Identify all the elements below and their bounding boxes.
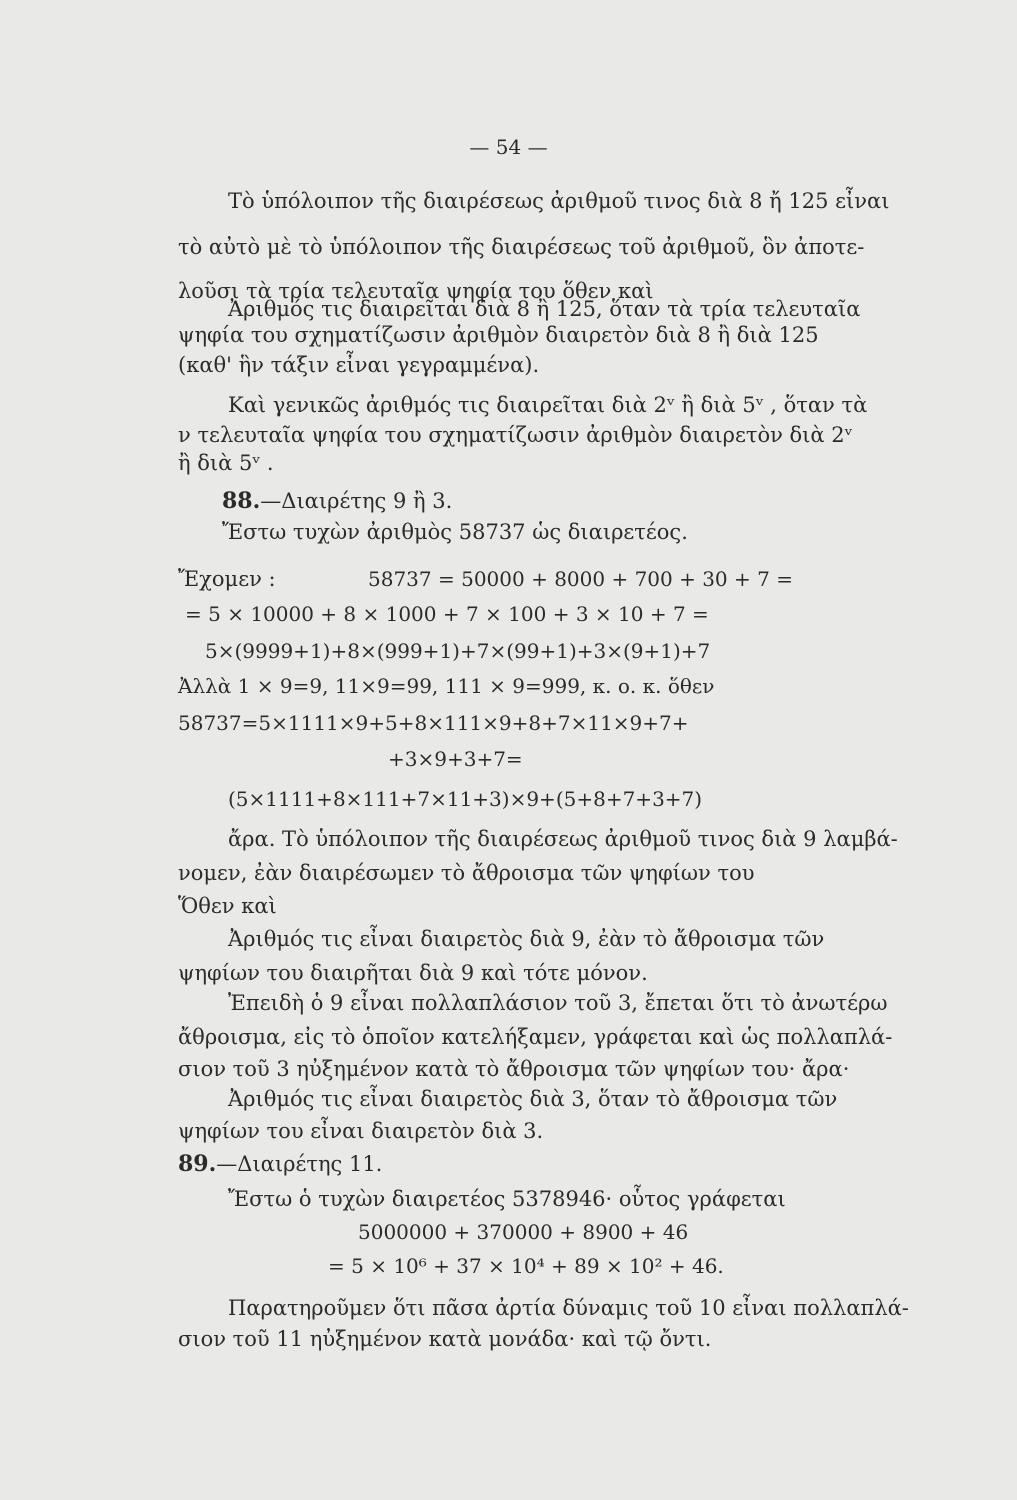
equation-line: Ἀλλὰ 1 × 9=9, 11×9=99, 111 × 9=999, κ. ο. κ. ὅθεν [178, 674, 715, 698]
equation-line: = 5 × 10⁶ + 37 × 10⁴ + 89 × 10² + 46. [328, 1254, 724, 1278]
paragraph-line: Ἐπειδὴ ὁ 9 εἶναι πολλαπλάσιον τοῦ 3, ἔπεται ὅτι τὸ ἀνωτέρω [228, 991, 888, 1015]
page-number: — 54 — [469, 135, 548, 159]
paragraph-line: ψηφίων του διαιρῆται διὰ 9 καὶ τότε μόνον. [178, 961, 648, 985]
paragraph-line: Τὸ ὑπόλοιπον τῆς διαιρέσεως ἀριθμοῦ τινος διὰ 8 ἤ 125 εἶναι [228, 189, 890, 213]
paragraph-line: Ἔστω ὁ τυχὼν διαιρετέος 5378946· οὗτος γράφεται [228, 1187, 786, 1211]
section-title: —Διαιρέτης 11. [216, 1152, 383, 1176]
equation-line: = 5 × 10000 + 8 × 1000 + 7 × 100 + 3 × 10 + 7 = [185, 602, 709, 626]
paragraph-line: σιον τοῦ 11 ηὐξημένον κατὰ μονάδα· καὶ τῷ ὄντι. [178, 1327, 712, 1351]
paragraph-line: ν τελευταῖα ψηφία του σχηματίζωσιν ἀριθμὸν διαιρετὸν διὰ 2ᵛ [178, 423, 853, 447]
paragraph-line: τὸ αὐτὸ μὲ τὸ ὑπόλοιπον τῆς διαιρέσεως τοῦ ἀριθμοῦ, ὃν ἀποτε- [178, 235, 865, 259]
equation-line: 5000000 + 370000 + 8900 + 46 [358, 1220, 689, 1244]
equation-label: Ἔχομεν : [178, 567, 276, 591]
paragraph-line: ἄθροισμα, εἰς τὸ ὁποῖον κατελήξαμεν, γράφεται καὶ ὡς πολλαπλά- [178, 1025, 893, 1049]
paragraph-line: ψηφία του σχηματίζωσιν ἀριθμὸν διαιρετὸν διὰ 8 ἢ διὰ 125 [178, 323, 819, 347]
paragraph-line: ἄρα. Τὸ ὑπόλοιπον τῆς διαιρέσεως ἀριθμοῦ τινος διὰ 9 λαμβά- [228, 827, 898, 851]
paragraph-line: Παρατηροῦμεν ὅτι πᾶσα ἀρτία δύναμις τοῦ 10 εἶναι πολλαπλά- [228, 1296, 909, 1320]
section-title: —Διαιρέτης 9 ἢ 3. [260, 489, 453, 513]
paragraph-line: λοῦσι τὰ τρία τελευταῖα ψηφία του ὅθεν καὶ [178, 279, 654, 303]
paragraph-line: Ὅθεν καὶ [178, 894, 277, 918]
paragraph-line: Καὶ γενικῶς ἀριθμός τις διαιρεῖται διὰ 2ᵛ ἢ διὰ 5ᵛ , ὅταν τὰ [228, 393, 868, 417]
equation-line: (5×1111+8×111+7×11+3)×9+(5+8+7+3+7) [228, 787, 703, 811]
paragraph-line: ψηφίων του εἶναι διαιρετὸν διὰ 3. [178, 1119, 544, 1143]
paragraph-line: Ἀριθμός τις εἶναι διαιρετὸς διὰ 9, ἐὰν τὸ ἄθροισμα τῶν [228, 927, 825, 951]
section-number: 89. [178, 1151, 217, 1177]
paragraph-line: (καθ' ἣν τάξιν εἶναι γεγραμμένα). [178, 353, 540, 377]
section-number: 88. [222, 488, 261, 514]
paragraph-line: νομεν, ἐὰν διαιρέσωμεν τὸ ἄθροισμα τῶν ψηφίων του [178, 861, 755, 885]
paragraph-line: Ἀριθμός τις εἶναι διαιρετὸς διὰ 3, ὅταν τὸ ἄθροισμα τῶν [228, 1087, 838, 1111]
equation-line: 58737=5×1111×9+5+8×111×9+8+7×11×9+7+ [178, 711, 689, 735]
section-heading-89 [178, 1151, 382, 1177]
paragraph-line: Ἀριθμός τις διαιρεῖται διὰ 8 ἢ 125, ὅταν τὰ τρία τελευταῖα [228, 297, 861, 321]
equation-line: 58737 = 50000 + 8000 + 700 + 30 + 7 = [368, 567, 793, 591]
paragraph-line: Ἔστω τυχὼν ἀριθμὸς 58737 ὡς διαιρετέος. [222, 520, 688, 544]
equation-line: +3×9+3+7= [388, 747, 523, 771]
section-heading-88 [222, 488, 452, 514]
paragraph-line: ἢ διὰ 5ᵛ . [178, 451, 274, 475]
paragraph-line: σιον τοῦ 3 ηὐξημένον κατὰ τὸ ἄθροισμα τῶν ψηφίων του· ἄρα· [178, 1057, 850, 1081]
equation-line: 5×(9999+1)+8×(999+1)+7×(99+1)+3×(9+1)+7 [205, 639, 711, 663]
